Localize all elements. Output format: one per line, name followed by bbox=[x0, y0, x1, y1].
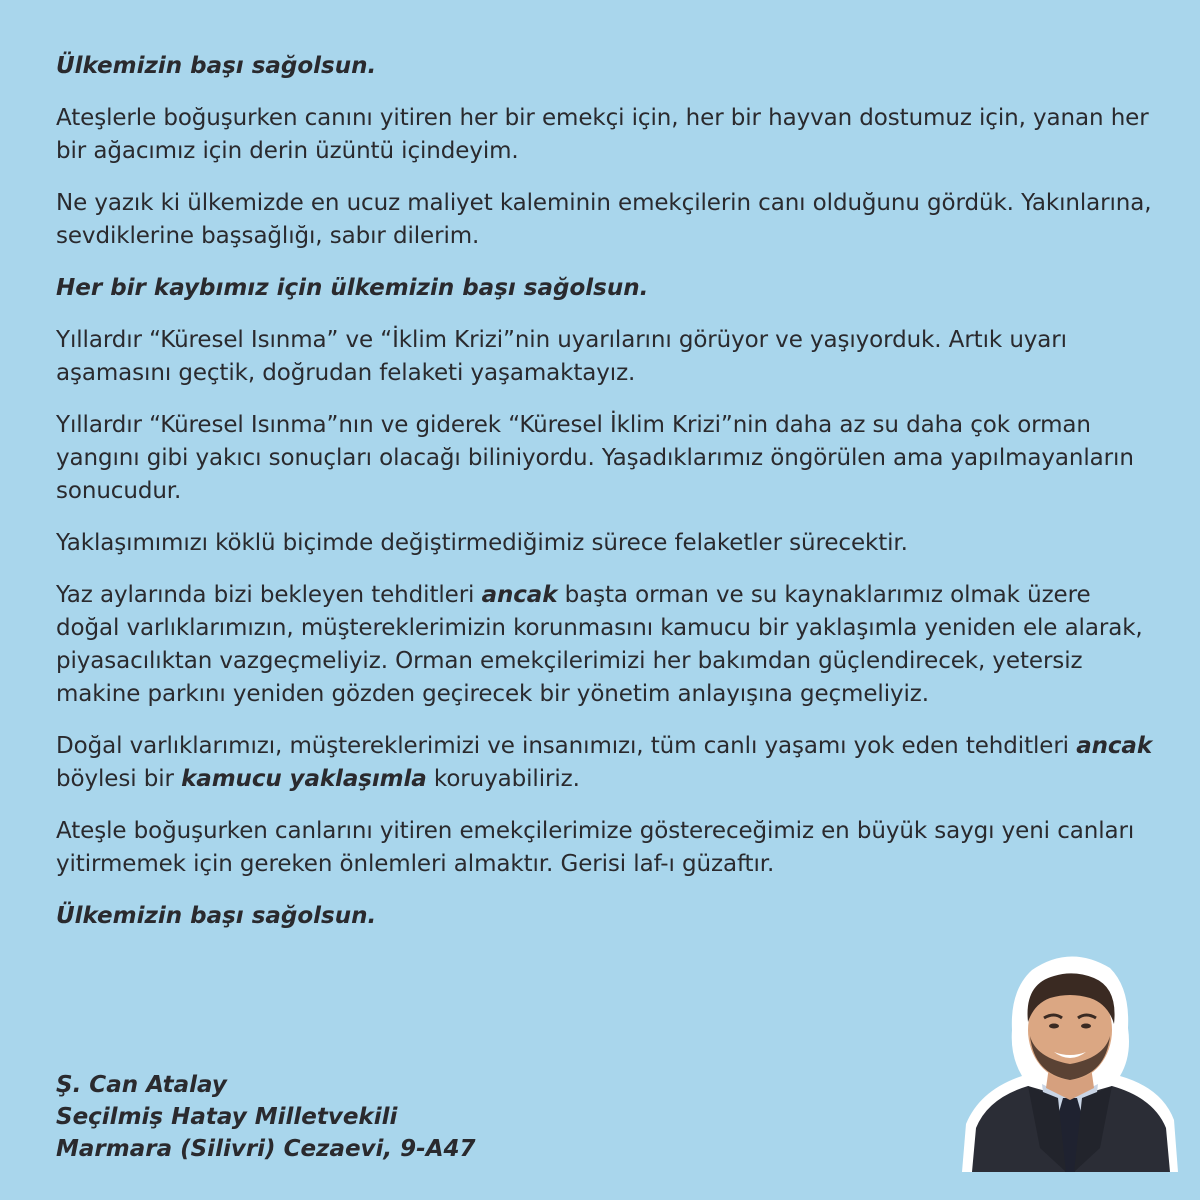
paragraph-1: Ateşlerle boğuşurken canını yitiren her bir emekçi için, her bir hayvan dostumuz için, yanan her bir ağacımız için derin üzüntü içindeyim. bbox=[56, 105, 1149, 164]
paragraph-4: Yıllardır “Küresel Isınma”nın ve giderek “Küresel İklim Krizi”nin daha az su daha çok orman yangını gibi yakıcı sonuçları olacağı biliniyordu. Yaşadıklarımız öngörülen ama yapılmayanların sonucudur. bbox=[56, 412, 1134, 504]
paragraph-7-emphasis-1: ancak bbox=[1076, 733, 1153, 759]
paragraph-3: Yıllardır “Küresel Isınma” ve “İklim Krizi”nin uyarılarını görüyor ve yaşıyorduk. Artık uyarı aşamasını geçtik, doğrudan felaketi yaşamaktayız. bbox=[56, 327, 1067, 386]
closing-line: Ülkemizin başı sağolsun. bbox=[56, 903, 377, 929]
signature-name: Ş. Can Atalay bbox=[56, 1072, 227, 1098]
paragraph-7-text-c: koruyabiliriz. bbox=[426, 766, 580, 792]
paragraph-7 bbox=[56, 730, 1156, 796]
paragraph-7-text-a: Doğal varlıklarımızı, müştereklerimizi ve insanımızı, tüm canlı yaşamı yok eden tehditleri bbox=[56, 733, 1077, 759]
signature-title: Seçilmiş Hatay Milletvekili bbox=[56, 1104, 398, 1130]
signature-location: Marmara (Silivri) Cezaevi, 9-A47 bbox=[56, 1136, 476, 1162]
heading-2: Her bir kaybımız için ülkemizin başı sağolsun. bbox=[56, 275, 649, 301]
paragraph-2: Ne yazık ki ülkemizde en ucuz maliyet kaleminin emekçilerin canı olduğunu gördük. Yakınlarına, sevdiklerine başsağlığı, sabır dilerim. bbox=[56, 190, 1152, 249]
portrait-eye-left bbox=[1049, 1024, 1059, 1029]
signature-block bbox=[56, 1069, 476, 1165]
opening-line: Ülkemizin başı sağolsun. bbox=[56, 53, 377, 79]
paragraph-7-text-b: böylesi bir bbox=[56, 766, 182, 792]
portrait-eye-right bbox=[1081, 1024, 1091, 1029]
paragraph-6-emphasis: ancak bbox=[481, 582, 558, 608]
paragraph-7-emphasis-2: kamucu yaklaşımla bbox=[181, 766, 427, 792]
paragraph-5: Yaklaşımımızı köklü biçimde değiştirmediğimiz sürece felaketler sürecektir. bbox=[56, 530, 908, 556]
paragraph-6-text-b: başta orman ve su kaynaklarımız olmak üzere doğal varlıklarımızın, müştereklerimizin korunmasını kamucu bir yaklaşımla yeniden ele alarak, piyasacılıktan vazgeçmeliyiz. Orman emekçilerimizi her bakımdan güçlendirecek, yetersiz makine parkını yeniden gözden geçirecek bir yönetim anlayışına geçmeliyiz. bbox=[56, 582, 1143, 707]
paragraph-8: Ateşle boğuşurken canlarını yitiren emekçilerimize göstereceğimiz en büyük saygı yeni canları yitirmemek için gereken önlemleri almaktır. Gerisi laf-ı güzaftır. bbox=[56, 818, 1135, 877]
letter-body bbox=[56, 50, 1156, 952]
portrait-photo bbox=[962, 948, 1178, 1172]
paragraph-6 bbox=[56, 579, 1156, 711]
paragraph-6-text-a: Yaz aylarında bizi bekleyen tehditleri bbox=[56, 582, 482, 608]
